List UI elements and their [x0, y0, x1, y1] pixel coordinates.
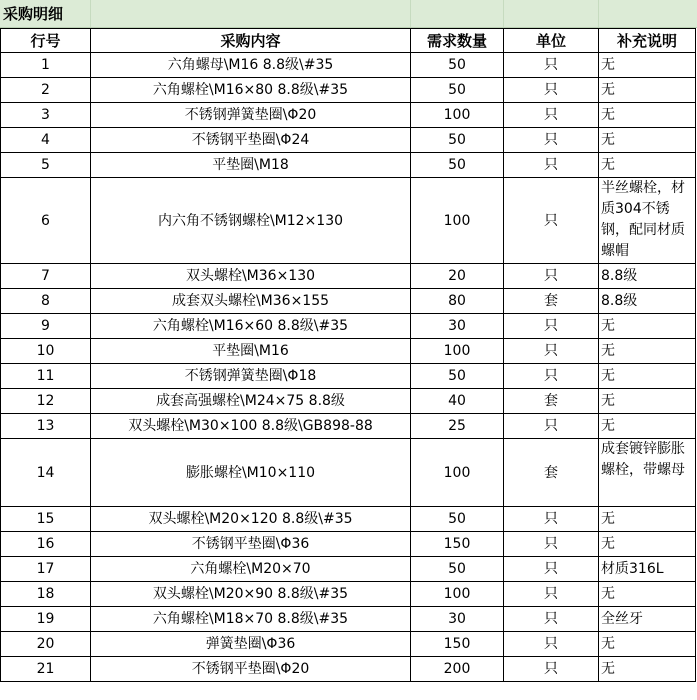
header-quantity[interactable]: 需求数量 [411, 29, 504, 53]
note-cell[interactable]: 无 [599, 103, 696, 128]
quantity-cell[interactable]: 50 [411, 53, 504, 78]
row-number-cell[interactable]: 1 [1, 53, 91, 78]
purchase-content-cell[interactable]: 六角螺栓\M18×70 8.8级\#35 [91, 607, 411, 632]
note-cell[interactable]: 半丝螺栓，材质304不锈钢，配同材质螺帽 [599, 178, 696, 264]
purchase-content-cell[interactable]: 成套高强螺栓\M24×75 8.8级 [91, 389, 411, 414]
purchase-content-cell[interactable]: 双头螺栓\M30×100 8.8级\GB898-88 [91, 414, 411, 439]
note-cell[interactable]: 成套镀锌膨胀螺栓，带螺母 [599, 439, 696, 507]
note-cell[interactable]: 无 [599, 582, 696, 607]
unit-cell[interactable]: 只 [504, 607, 599, 632]
unit-cell[interactable]: 只 [504, 507, 599, 532]
sheet-title: 采购明细 [3, 5, 64, 23]
table-row [1, 532, 696, 557]
unit-cell[interactable]: 只 [504, 153, 599, 178]
table-row [1, 389, 696, 414]
note-cell[interactable]: 无 [599, 339, 696, 364]
row-number-cell[interactable]: 8 [1, 289, 91, 314]
note-cell[interactable]: 无 [599, 128, 696, 153]
unit-cell[interactable]: 套 [504, 439, 599, 507]
table-row [1, 507, 696, 532]
quantity-cell[interactable]: 150 [411, 632, 504, 657]
unit-cell[interactable]: 只 [504, 632, 599, 657]
row-number-cell[interactable]: 3 [1, 103, 91, 128]
row-number-cell[interactable]: 18 [1, 582, 91, 607]
purchase-content-cell[interactable]: 双头螺栓\M20×90 8.8级\#35 [91, 582, 411, 607]
row-number-cell[interactable]: 14 [1, 439, 91, 507]
table-row [1, 128, 696, 153]
quantity-cell[interactable]: 50 [411, 78, 504, 103]
row-number-cell[interactable]: 9 [1, 314, 91, 339]
header-note[interactable]: 补充说明 [599, 29, 696, 53]
note-cell[interactable]: 无 [599, 414, 696, 439]
row-number-cell[interactable]: 17 [1, 557, 91, 582]
header-unit[interactable]: 单位 [504, 29, 599, 53]
header-row [1, 29, 696, 53]
unit-cell[interactable]: 套 [504, 389, 599, 414]
quantity-cell[interactable]: 50 [411, 557, 504, 582]
purchase-content-cell[interactable]: 六角螺栓\M16×80 8.8级\#35 [91, 78, 411, 103]
unit-cell[interactable]: 只 [504, 339, 599, 364]
table-row [1, 607, 696, 632]
row-number-cell[interactable]: 7 [1, 264, 91, 289]
note-cell[interactable]: 8.8级 [599, 289, 696, 314]
note-cell[interactable]: 无 [599, 153, 696, 178]
quantity-cell[interactable]: 50 [411, 153, 504, 178]
row-number-cell[interactable]: 12 [1, 389, 91, 414]
purchase-content-cell[interactable]: 内六角不锈钢螺栓\M12×130 [91, 178, 411, 264]
purchase-content-cell[interactable]: 不锈钢弹簧垫圈\Φ20 [91, 103, 411, 128]
unit-cell[interactable]: 只 [504, 657, 599, 682]
quantity-cell[interactable]: 50 [411, 128, 504, 153]
row-number-cell[interactable]: 11 [1, 364, 91, 389]
table-row [1, 364, 696, 389]
quantity-cell[interactable]: 50 [411, 507, 504, 532]
table-row [1, 339, 696, 364]
purchase-detail-table [0, 28, 696, 682]
row-number-cell[interactable]: 19 [1, 607, 91, 632]
quantity-cell[interactable]: 30 [411, 314, 504, 339]
note-cell[interactable]: 无 [599, 657, 696, 682]
row-number-cell[interactable]: 6 [1, 178, 91, 264]
table-row [1, 178, 696, 264]
unit-cell[interactable]: 套 [504, 289, 599, 314]
purchase-content-cell[interactable]: 平垫圈\M18 [91, 153, 411, 178]
table-row [1, 414, 696, 439]
purchase-content-cell[interactable]: 六角螺栓\M16×60 8.8级\#35 [91, 314, 411, 339]
unit-cell[interactable]: 只 [504, 103, 599, 128]
unit-cell[interactable]: 只 [504, 557, 599, 582]
quantity-cell[interactable]: 100 [411, 103, 504, 128]
unit-cell[interactable]: 只 [504, 582, 599, 607]
table-row [1, 632, 696, 657]
table-row [1, 153, 696, 178]
note-cell[interactable]: 8.8级 [599, 264, 696, 289]
unit-cell[interactable]: 只 [504, 178, 599, 264]
row-number-cell[interactable]: 21 [1, 657, 91, 682]
table-row [1, 557, 696, 582]
purchase-content-cell[interactable]: 六角螺母\M16 8.8级\#35 [91, 53, 411, 78]
note-cell[interactable]: 无 [599, 389, 696, 414]
note-cell[interactable]: 全丝牙 [599, 607, 696, 632]
table-body [1, 53, 696, 682]
note-cell[interactable]: 无 [599, 364, 696, 389]
table-row [1, 78, 696, 103]
quantity-cell[interactable]: 20 [411, 264, 504, 289]
title-row-gridlines [0, 0, 697, 27]
note-cell[interactable]: 无 [599, 532, 696, 557]
row-number-cell[interactable]: 5 [1, 153, 91, 178]
table-row [1, 314, 696, 339]
note-cell[interactable]: 无 [599, 53, 696, 78]
purchase-content-cell[interactable]: 不锈钢平垫圈\Φ20 [91, 657, 411, 682]
quantity-cell[interactable]: 25 [411, 414, 504, 439]
unit-cell[interactable]: 只 [504, 414, 599, 439]
header-line-no[interactable]: 行号 [1, 29, 91, 53]
header-content[interactable]: 采购内容 [91, 29, 411, 53]
purchase-content-cell[interactable]: 不锈钢平垫圈\Φ36 [91, 532, 411, 557]
purchase-content-cell[interactable]: 平垫圈\M16 [91, 339, 411, 364]
table-row [1, 103, 696, 128]
unit-cell[interactable]: 只 [504, 128, 599, 153]
purchase-content-cell[interactable]: 六角螺栓\M20×70 [91, 557, 411, 582]
quantity-cell[interactable]: 100 [411, 339, 504, 364]
sheet-title-row [0, 0, 697, 28]
quantity-cell[interactable]: 100 [411, 582, 504, 607]
quantity-cell[interactable]: 150 [411, 532, 504, 557]
quantity-cell[interactable]: 100 [411, 439, 504, 507]
table-row [1, 439, 696, 507]
quantity-cell[interactable]: 100 [411, 178, 504, 264]
row-number-cell[interactable]: 13 [1, 414, 91, 439]
quantity-cell[interactable]: 30 [411, 607, 504, 632]
table-row [1, 582, 696, 607]
purchase-content-cell[interactable]: 弹簧垫圈\Φ36 [91, 632, 411, 657]
row-number-cell[interactable]: 4 [1, 128, 91, 153]
table-row [1, 289, 696, 314]
purchase-content-cell[interactable]: 膨胀螺栓\M10×110 [91, 439, 411, 507]
note-cell[interactable]: 无 [599, 78, 696, 103]
row-number-cell[interactable]: 10 [1, 339, 91, 364]
note-cell[interactable]: 材质316L [599, 557, 696, 582]
unit-cell[interactable]: 只 [504, 53, 599, 78]
note-cell[interactable]: 无 [599, 632, 696, 657]
quantity-cell[interactable]: 50 [411, 364, 504, 389]
unit-cell[interactable]: 只 [504, 314, 599, 339]
table-row [1, 53, 696, 78]
unit-cell[interactable]: 只 [504, 78, 599, 103]
note-cell[interactable]: 无 [599, 314, 696, 339]
unit-cell[interactable]: 只 [504, 264, 599, 289]
purchase-content-cell[interactable]: 成套双头螺栓\M36×155 [91, 289, 411, 314]
unit-cell[interactable]: 只 [504, 364, 599, 389]
row-number-cell[interactable]: 15 [1, 507, 91, 532]
purchase-content-cell[interactable]: 双头螺栓\M20×120 8.8级\#35 [91, 507, 411, 532]
table-row [1, 264, 696, 289]
purchase-content-cell[interactable]: 双头螺栓\M36×130 [91, 264, 411, 289]
row-number-cell[interactable]: 16 [1, 532, 91, 557]
table-row [1, 657, 696, 682]
row-number-cell[interactable]: 2 [1, 78, 91, 103]
row-number-cell[interactable]: 20 [1, 632, 91, 657]
quantity-cell[interactable]: 200 [411, 657, 504, 682]
quantity-cell[interactable]: 40 [411, 389, 504, 414]
quantity-cell[interactable]: 80 [411, 289, 504, 314]
purchase-content-cell[interactable]: 不锈钢弹簧垫圈\Φ18 [91, 364, 411, 389]
purchase-content-cell[interactable]: 不锈钢平垫圈\Φ24 [91, 128, 411, 153]
note-cell[interactable]: 无 [599, 507, 696, 532]
unit-cell[interactable]: 只 [504, 532, 599, 557]
